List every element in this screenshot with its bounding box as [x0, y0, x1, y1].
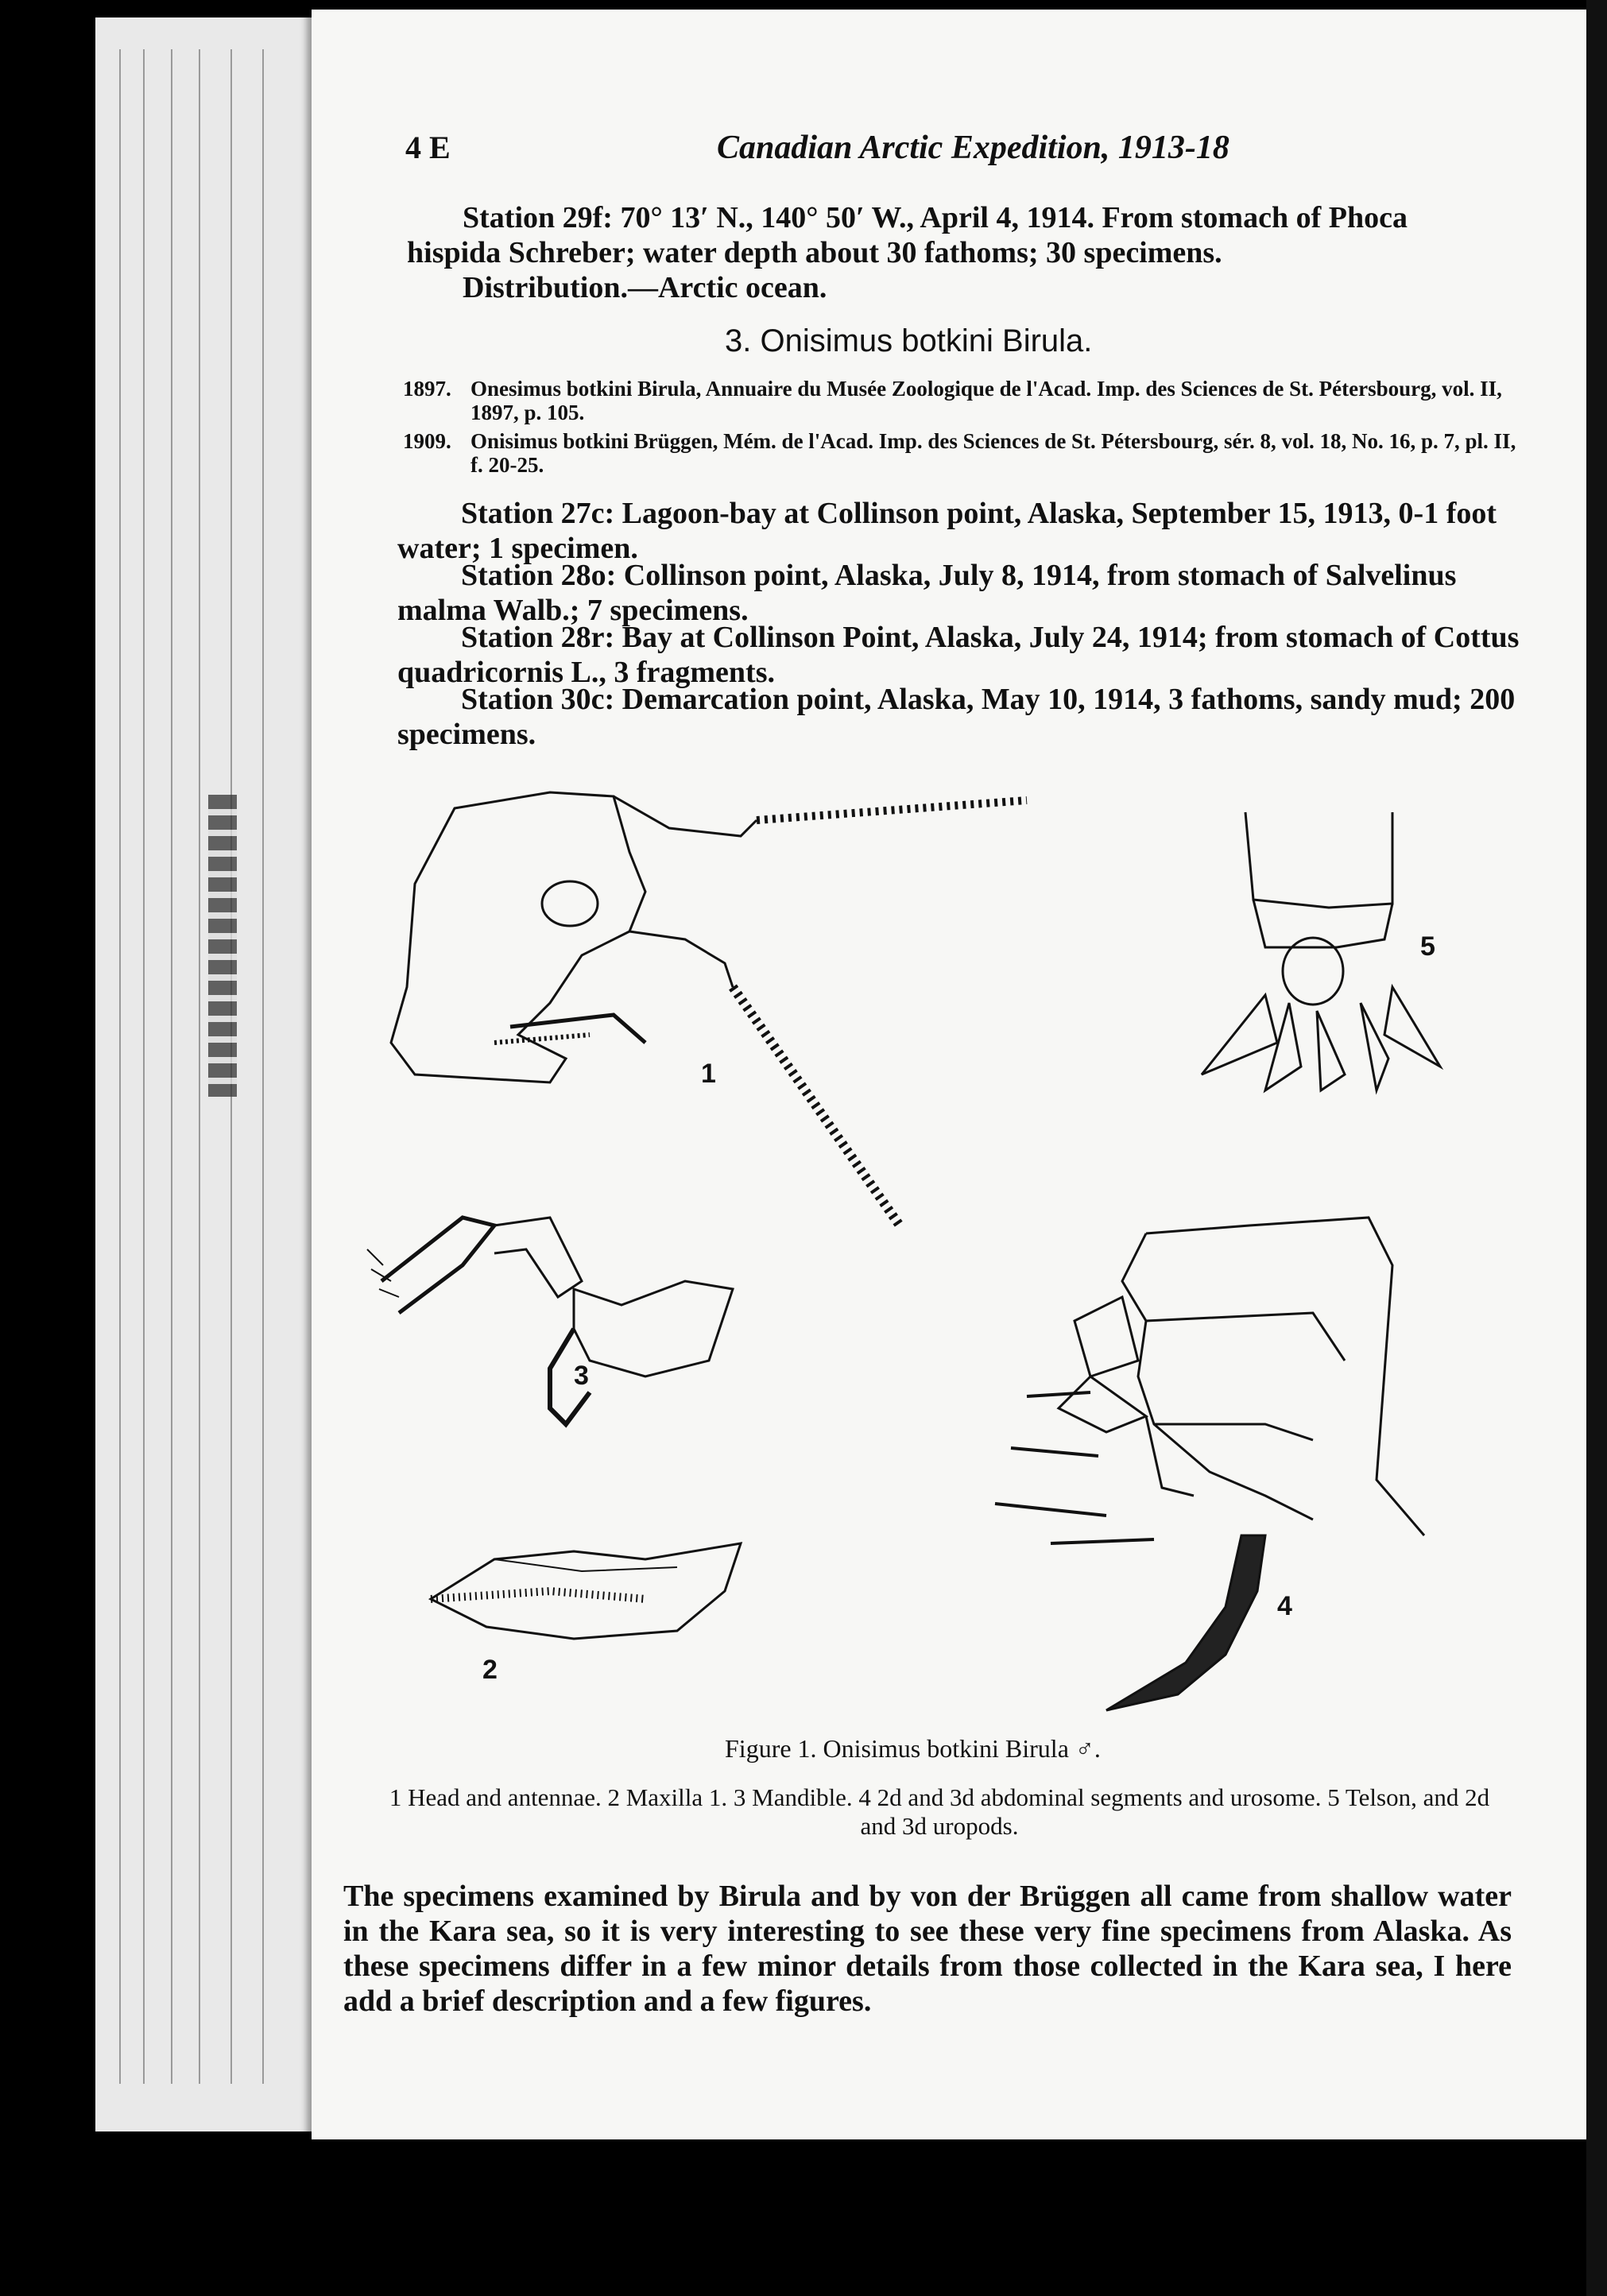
reference: Onisimus botkini Brüggen, Mém. de l'Acad. Imp. des Sciences de St. Pétersbourg, sér. 8, vol. 18, No. 16, p. 7, pl. II, f. 20-25.	[470, 429, 1516, 477]
figure-legend: 1 Head and antennae. 2 Maxilla 1. 3 Mandible. 4 2d and 3d abdominal segments and urosome. 5 Telson, and 2d and 3d uropods.	[389, 1783, 1490, 1840]
figure-label-1: 1	[701, 1059, 716, 1089]
telson-uropods-drawing	[1202, 812, 1440, 1090]
reference: Onesimus botkini Birula, Annuaire du Musée Zoologique de l'Acad. Imp. des Sciences de St. Pétersbourg, vol. II, 1897, p. 105.	[470, 377, 1502, 424]
document-page	[312, 10, 1587, 2139]
figure-label-5: 5	[1420, 931, 1435, 962]
figure-label-4: 4	[1277, 1591, 1292, 1621]
station-entry: Station 28r: Bay at Collinson Point, Alaska, July 24, 1914; from stomach of Cottus quadricornis L., 3 fragments.	[397, 621, 1520, 689]
figure-label-2: 2	[482, 1655, 498, 1685]
distribution: Distribution.—Arctic ocean.	[463, 271, 827, 304]
station-entry: Station 28o: Collinson point, Alaska, July 8, 1914, from stomach of Salvelinus malma Walb.; 7 specimens.	[397, 559, 1457, 627]
urosome-drawing	[995, 1218, 1424, 1710]
species-heading: 3. Onisimus botkini Birula.	[725, 323, 1093, 358]
spine-label	[208, 795, 237, 1097]
station-29f-line2: hispida Schreber; water depth about 30 fathoms; 30 specimens.	[407, 236, 1222, 269]
station-entry: Station 27c: Lagoon-bay at Collinson point, Alaska, September 15, 1913, 0-1 foot water; 1 specimen.	[397, 497, 1497, 565]
head-antennae-drawing	[391, 792, 1027, 1225]
station-entry: Station 30c: Demarcation point, Alaska, May 10, 1914, 3 fathoms, sandy mud; 200 specimens.	[397, 683, 1516, 751]
maxilla-drawing	[431, 1543, 741, 1639]
ref-year: 1909.	[403, 429, 451, 453]
figure-caption: Figure 1. Onisimus botkini Birula ♂.	[725, 1734, 1101, 1763]
body-paragraph: The specimens examined by Birula and by von der Brüggen all came from shallow water in the Kara sea, so it is very interesting to see these very fine specimens from Alaska. As these specimens differ in a few minor details from those collected in the Kara sea, I here add a brief description and a few figures.	[343, 1880, 1512, 2018]
figure-label-3: 3	[574, 1361, 589, 1391]
page-number: 4 E	[405, 130, 451, 165]
scan-border	[1586, 0, 1607, 2296]
running-header: Canadian Arctic Expedition, 1913-18	[717, 130, 1229, 166]
ref-year: 1897.	[403, 377, 451, 401]
station-29f-line1: Station 29f: 70° 13′ N., 140° 50′ W., April 4, 1914. From stomach of Phoca	[463, 201, 1408, 234]
mandible-drawing	[367, 1218, 733, 1424]
